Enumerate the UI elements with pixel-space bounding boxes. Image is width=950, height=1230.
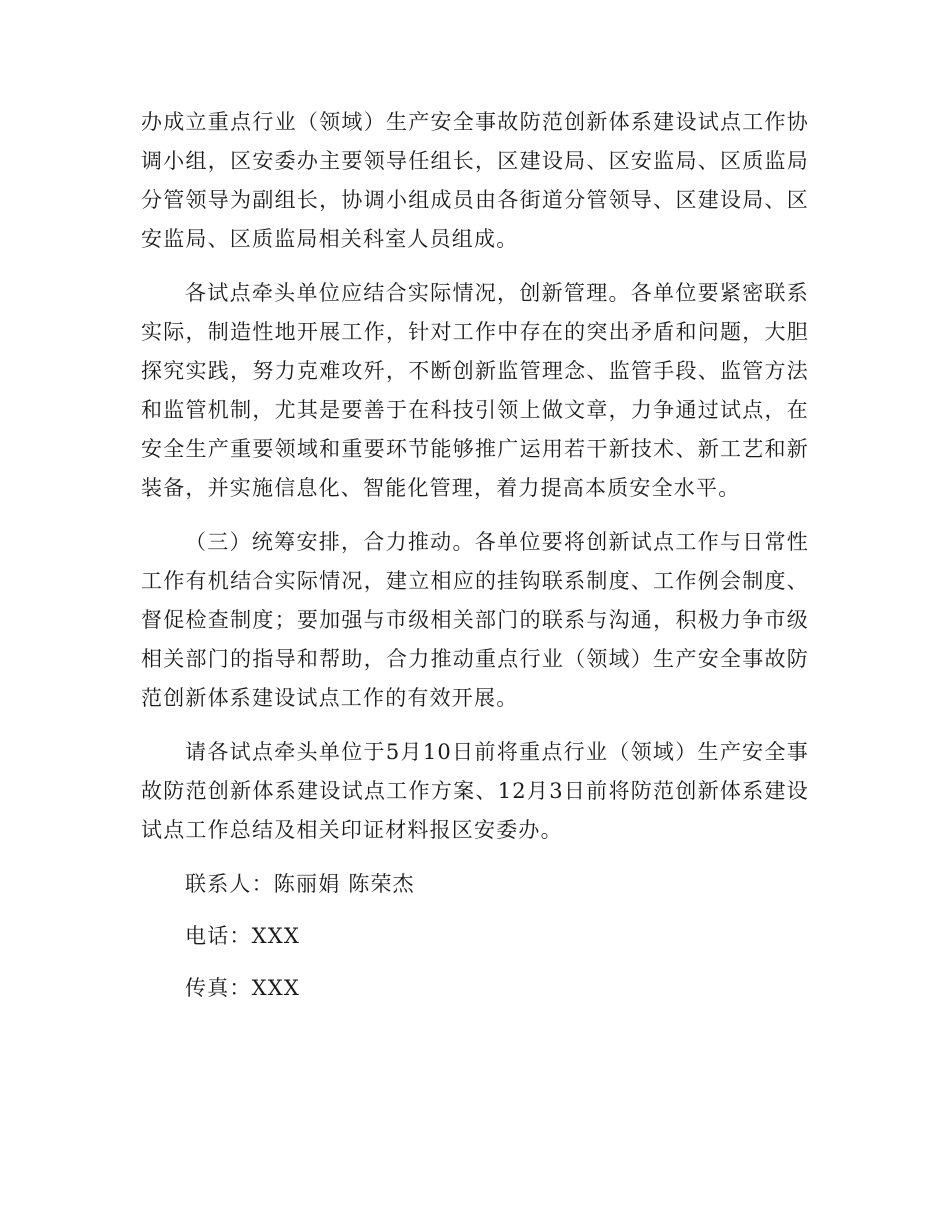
paragraph-continuation: 办成立重点行业（领域）生产安全事故防范创新体系建设试点工作协调小组，区安委办主要领导任组长，区建设局、区安监局、区质监局分管领导为副组长，协调小组成员由各街道分管领导、区建设局、区安监局、区质监局相关科室人员组成。 xyxy=(141,110,809,251)
contact-fax: 传真：XXX xyxy=(185,976,301,1000)
paragraph-coordination: （三）统筹安排，合力推动。各单位要将创新试点工作与日常性工作有机结合实际情况，建立相应的挂钩联系制度、工作例会制度、督促检查制度；要加强与市级相关部门的联系与沟通，积极力争市级相关部门的指导和帮助，合力推动重点行业（领域）生产安全事故防范创新体系建设试点工作的有效开展。 xyxy=(141,530,809,710)
paragraph-innovation-management: 各试点牵头单位应结合实际情况，创新管理。各单位要紧密联系实际，制造性地开展工作，针对工作中存在的突出矛盾和问题，大胆探究实践，努力克难攻歼，不断创新监管理念、监管手段、监管方法和监管机制，尤其是要善于在科技引领上做文章，力争通过试点，在安全生产重要领域和重要环节能够推广运用若干新技术、新工艺和新装备，并实施信息化、智能化管理，着力提高本质安全水平。 xyxy=(141,281,809,500)
contact-person: 联系人：陈丽娟 陈荣杰 xyxy=(185,872,415,896)
contact-phone: 电话：XXX xyxy=(185,924,301,948)
paragraph-submission-deadline: 请各试点牵头单位于5月10日前将重点行业（领域）生产安全事故防范创新体系建设试点工作方案、12月3日前将防范创新体系建设试点工作总结及相关印证材料报区安委办。 xyxy=(141,740,809,842)
document-body xyxy=(141,103,809,1021)
